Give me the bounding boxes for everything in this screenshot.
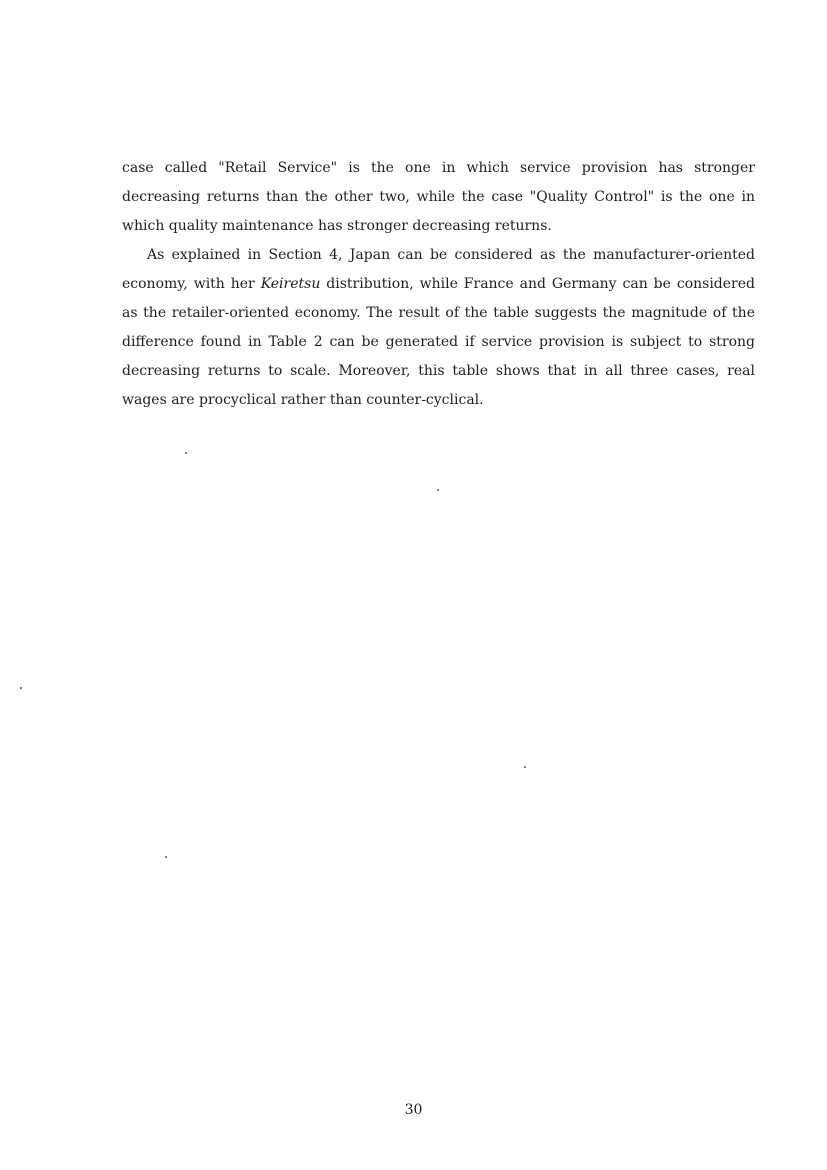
keiretsu-term: Keiretsu bbox=[260, 276, 321, 292]
scan-speck bbox=[185, 452, 187, 454]
scan-speck bbox=[20, 687, 22, 689]
body-text bbox=[122, 154, 755, 415]
page-number: 30 bbox=[404, 1102, 423, 1118]
scan-speck bbox=[437, 489, 439, 491]
paragraph-text-before: As explained in Section 4, Japan can be considered as the manufacturer-oriented economy, with her bbox=[122, 247, 755, 292]
paragraph-section-4 bbox=[122, 241, 755, 415]
scan-speck bbox=[524, 766, 526, 768]
paragraph-retail-service: case called "Retail Service" is the one in which service provision has stronger decreasing returns than the other two, while the case "Quality Control" is the one in which quality maintenance has stronger decreasing returns. bbox=[122, 160, 755, 234]
scan-speck bbox=[165, 856, 167, 858]
paragraph-text-after: distribution, while France and Germany can be considered as the retailer-oriented economy. The result of the table suggests the magnitude of the difference found in Table 2 can be generated if service provision is subject to strong decreasing returns to scale. Moreover, this table shows that in all three cases, real wages are procyclical rather than counter-cyclical. bbox=[122, 276, 755, 408]
